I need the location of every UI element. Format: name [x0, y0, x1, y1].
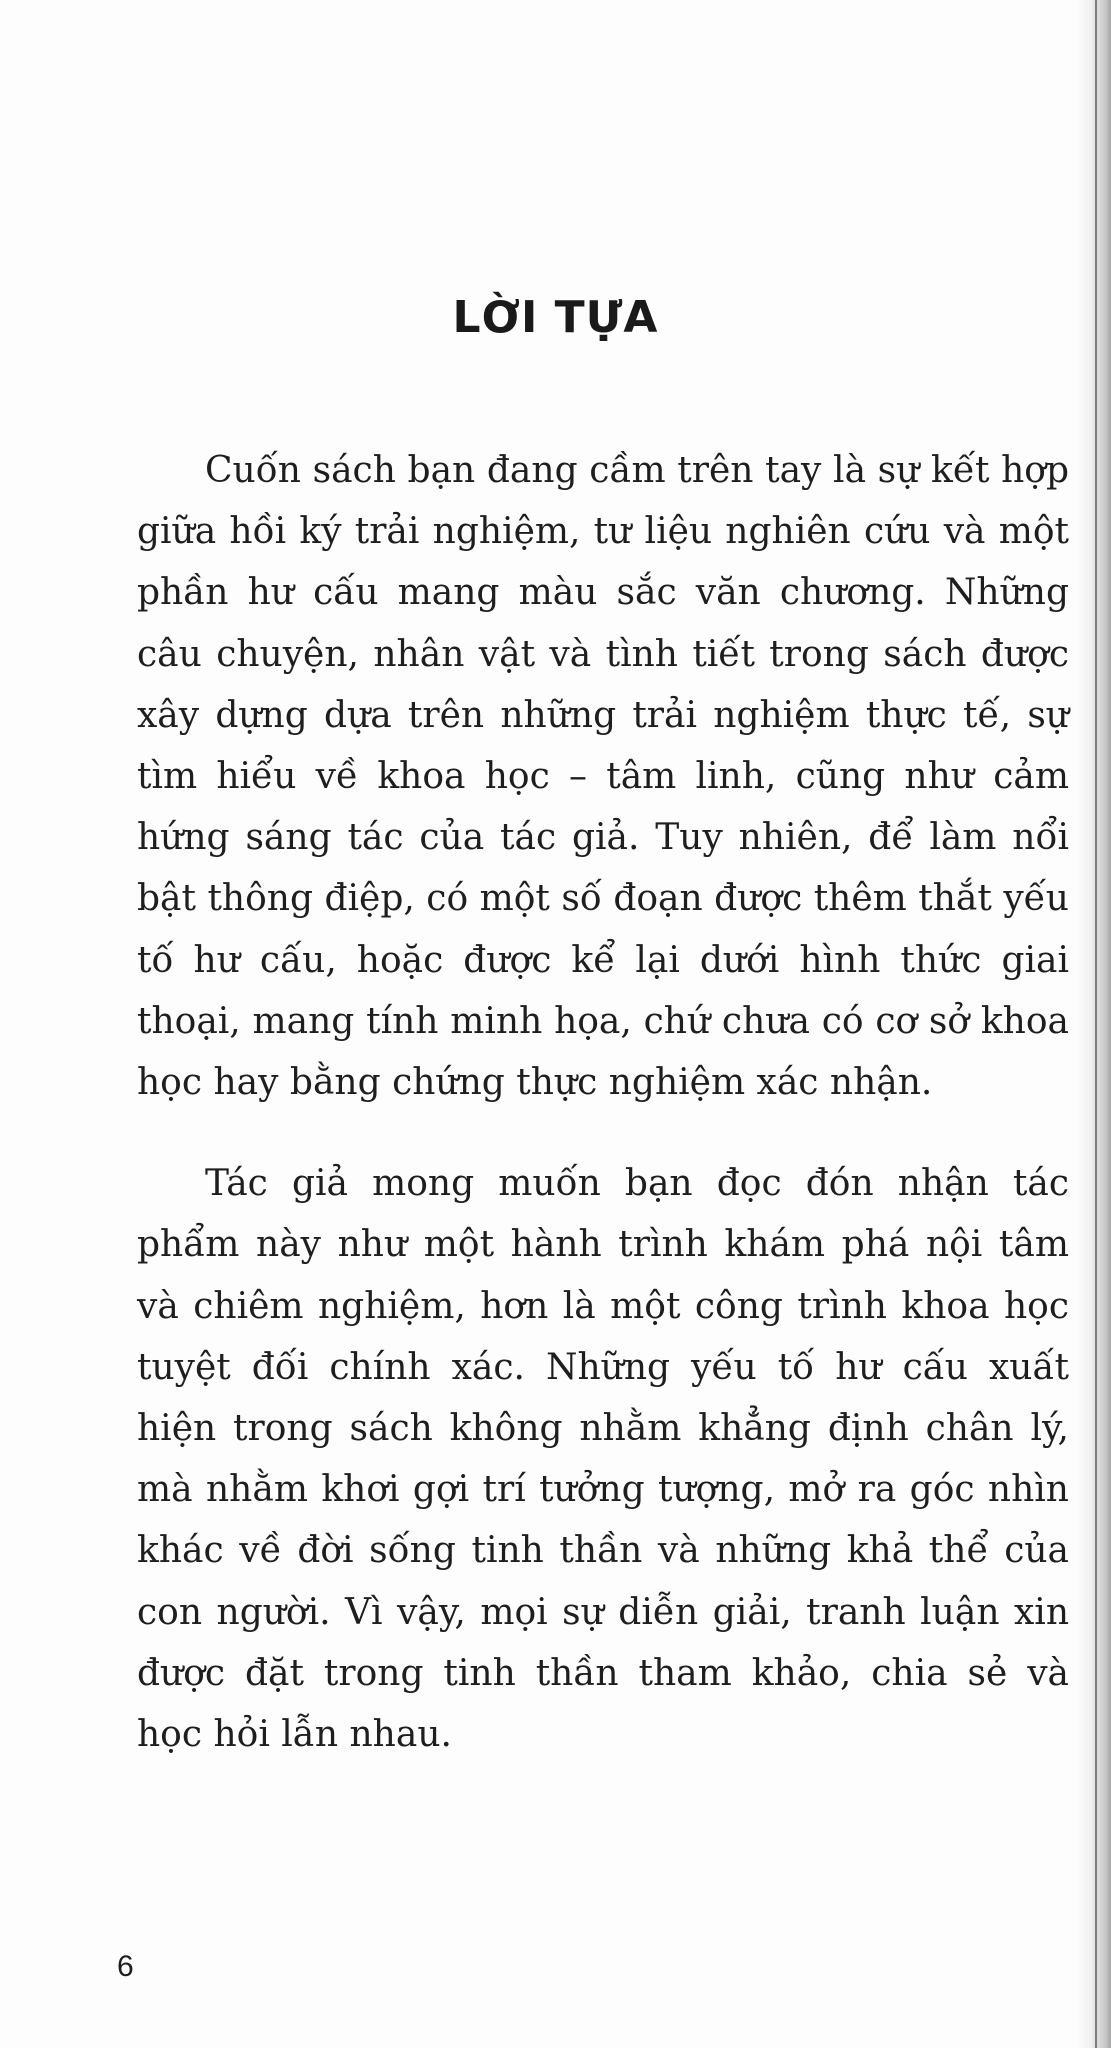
paragraph-1: Cuốn sách bạn đang cầm trên tay là sự kết hợp giữa hồi ký trải nghiệm, tư liệu nghiên cứu và một phần hư cấu mang màu sắc văn chương. Những câu chuyện, nhân vật và tình tiết trong sách được xây dựng dựa trên những trải nghiệm thực tế, sự tìm hiểu về khoa học – tâm linh, cũng như cảm hứng sáng tác của tác giả. Tuy nhiên, để làm nổi bật thông điệp, có một số đoạn được thêm thắt yếu tố hư cấu, hoặc được kể lại dưới hình thức giai thoại, mang tính minh họa, chứ chưa có cơ sở khoa học hay bằng chứng thực nghiệm xác nhận. — [137, 450, 1069, 1104]
paragraph-2: Tác giả mong muốn bạn đọc đón nhận tác phẩm này như một hành trình khám phá nội tâm và chiêm nghiệm, hơn là một công trình khoa học tuyệt đối chính xác. Những yếu tố hư cấu xuất hiện trong sách không nhằm khẳng định chân lý, mà nhằm khơi gợi trí tưởng tượng, mở ra góc nhìn khác về đời sống tinh thần và những khả thể của con người. Vì vậy, mọi sự diễn giải, tranh luận xin được đặt trong tinh thần tham khảo, chia sẻ và học hỏi lẫn nhau. — [137, 1163, 1069, 1756]
page-title: LỜI TỰA — [452, 292, 659, 343]
preface-body — [137, 440, 1069, 1765]
page-number: 6 — [117, 1950, 134, 1983]
